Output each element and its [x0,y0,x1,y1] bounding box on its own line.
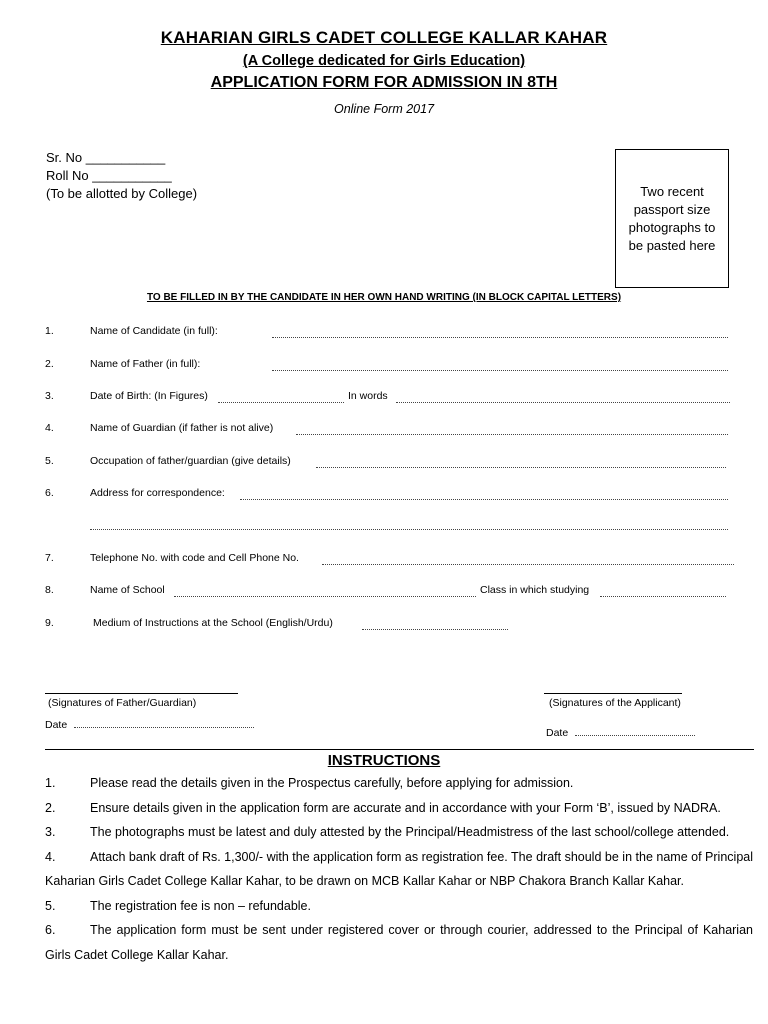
allotment-note: (To be allotted by College) [46,186,198,201]
instruction-item: 1. Please read the details given in the Prospectus carefully, before applying for admission. [45,776,574,790]
school-name-line[interactable] [174,588,476,597]
class-line[interactable] [600,588,726,597]
instructions-list [45,771,753,967]
father-signature-line[interactable] [45,693,238,694]
fill-instruction: TO BE FILLED IN BY THE CANDIDATE IN HER OWN HAND WRITING (IN BLOCK CAPITAL LETTERS) [146,292,622,303]
college-name: KAHARIAN GIRLS CADET COLLEGE KALLAR KAHAR [160,28,608,47]
dob-words-line[interactable] [396,394,730,403]
field-number: 2. [45,358,54,370]
answer-line[interactable] [296,426,728,435]
father-signature-label: (Signatures of Father/Guardian) [48,697,197,709]
instruction-item: 5. The registration fee is non – refundable. [45,898,311,913]
instruction-item: 6. The application form must be sent under registered cover or through courier, addressed to the Principal of Kaharian Girls Cadet College Kallar Kahar. [45,923,753,962]
date-line[interactable] [575,727,695,736]
field-number: 4. [45,422,54,434]
field-number: 1. [45,325,54,337]
instruction-item: 2. Ensure details given in the application form are accurate and in accordance with your Form ‘B’, issued by NADRA. [45,800,721,815]
instruction-item: 3. The photographs must be latest and duly attested by the Principal/Headmistress of the last school/college attended. [45,825,730,839]
field-label: Occupation of father/guardian (give details) [90,455,291,467]
answer-line[interactable] [272,329,728,338]
sr-no-field[interactable]: Sr. No ___________ [46,150,166,165]
field-label: Name of Candidate (in full): [90,325,218,337]
field-label: Medium of Instructions at the School (English/Urdu) [93,617,333,629]
field-number: 9. [45,617,54,629]
applicant-signature-label: (Signatures of the Applicant) [549,697,681,709]
photo-box [615,149,729,288]
form-title: APPLICATION FORM FOR ADMISSION IN 8TH [210,74,558,91]
instruction-item: 4. Attach bank draft of Rs. 1,300/- with the application form as registration fee. The draft should be in the name of Principal Kaharian Girls Cadet College Kallar Kahar, to be drawn on MCB Kallar Kahar or NBP Chakora Branch Kallar Kahar. [45,849,753,888]
answer-line-2[interactable] [90,521,728,530]
college-tagline: (A College dedicated for Girls Education) [242,53,526,69]
date-label: Date [546,727,569,739]
date-line[interactable] [74,719,254,728]
answer-line[interactable] [240,491,728,500]
section-divider [45,749,754,750]
field-label: Telephone No. with code and Cell Phone No. [90,552,299,564]
instructions-title: INSTRUCTIONS [327,752,441,769]
field-number: 8. [45,584,54,596]
answer-line[interactable] [272,362,728,371]
field-label: Address for correspondence: [90,487,225,499]
applicant-date-field[interactable] [546,727,695,739]
applicant-signature-line[interactable] [544,693,682,694]
office-use-block [46,149,197,203]
field-label: Date of Birth: (In Figures) [90,390,208,402]
father-date-field[interactable] [45,719,254,731]
field-label: Name of School [90,584,165,596]
field-label-words: In words [348,390,388,402]
field-label: Name of Guardian (if father is not alive) [90,422,274,434]
form-subtitle: Online Form 2017 [333,102,435,116]
field-number: 7. [45,552,54,564]
date-label: Date [45,719,68,731]
answer-line[interactable] [322,556,734,565]
field-number: 6. [45,487,54,499]
photo-box-text: Two recent passport size photographs to be pasted here [628,183,716,253]
answer-line[interactable] [316,459,726,468]
field-label: Name of Father (in full): [90,358,201,370]
field-label-class: Class in which studying [480,584,590,596]
dob-figures-line[interactable] [218,394,344,403]
roll-no-field[interactable]: Roll No ___________ [46,168,172,183]
field-number: 5. [45,455,54,467]
field-number: 3. [45,390,54,402]
answer-line[interactable] [362,621,508,630]
